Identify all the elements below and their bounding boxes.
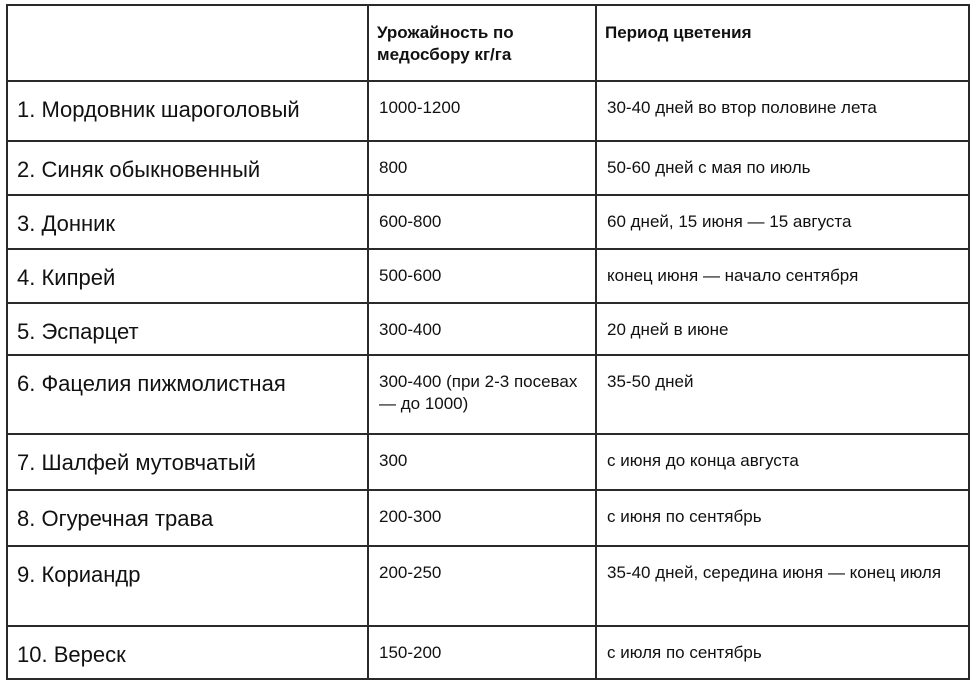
yield-cell: 1000-1200 <box>368 81 596 141</box>
header-period-label: Период цветения <box>605 23 752 42</box>
period-cell: 30-40 дней во втор половине лета <box>596 81 969 141</box>
table-row <box>7 141 969 195</box>
yield-cell: 500-600 <box>368 249 596 303</box>
header-yield <box>368 5 596 81</box>
table-row <box>7 81 969 141</box>
table-header-row <box>7 5 969 81</box>
table-row <box>7 355 969 434</box>
period-cell: с июля по сентябрь <box>596 626 969 679</box>
period-cell: 20 дней в июне <box>596 303 969 355</box>
plant-cell: 5. Эспарцет <box>7 303 368 355</box>
period-cell: с июня по сентябрь <box>596 490 969 546</box>
period-cell: 35-50 дней <box>596 355 969 434</box>
period-cell: с июня до конца августа <box>596 434 969 490</box>
period-cell: 50-60 дней с мая по июль <box>596 141 969 195</box>
plant-cell: 6. Фацелия пижмолистная <box>7 355 368 434</box>
plant-cell: 2. Синяк обыкновенный <box>7 141 368 195</box>
yield-cell: 150-200 <box>368 626 596 679</box>
plant-cell: 7. Шалфей мутовчатый <box>7 434 368 490</box>
yield-cell: 300 <box>368 434 596 490</box>
honey-plants-table <box>6 4 970 680</box>
plant-cell: 3. Донник <box>7 195 368 249</box>
yield-cell: 300-400 (при 2-3 посевах — до 1000) <box>368 355 596 434</box>
period-cell: 35-40 дней, середина июня — конец июля <box>596 546 969 626</box>
table-row <box>7 195 969 249</box>
plant-cell: 9. Кориандр <box>7 546 368 626</box>
yield-cell: 600-800 <box>368 195 596 249</box>
plant-cell: 8. Огуречная трава <box>7 490 368 546</box>
header-period <box>596 5 969 81</box>
plant-cell: 10. Вереск <box>7 626 368 679</box>
period-cell: 60 дней, 15 июня — 15 августа <box>596 195 969 249</box>
header-yield-label: Урожайность по медосбору кг/га <box>377 23 514 64</box>
table-row <box>7 434 969 490</box>
yield-cell: 200-300 <box>368 490 596 546</box>
yield-cell: 300-400 <box>368 303 596 355</box>
table-row <box>7 626 969 679</box>
period-cell: конец июня — начало сентября <box>596 249 969 303</box>
table-row <box>7 249 969 303</box>
yield-cell: 200-250 <box>368 546 596 626</box>
plant-cell: 4. Кипрей <box>7 249 368 303</box>
header-plant <box>7 5 368 81</box>
yield-cell: 800 <box>368 141 596 195</box>
table-row <box>7 546 969 626</box>
table-row <box>7 490 969 546</box>
plant-cell: 1. Мордовник шароголовый <box>7 81 368 141</box>
table-row <box>7 303 969 355</box>
